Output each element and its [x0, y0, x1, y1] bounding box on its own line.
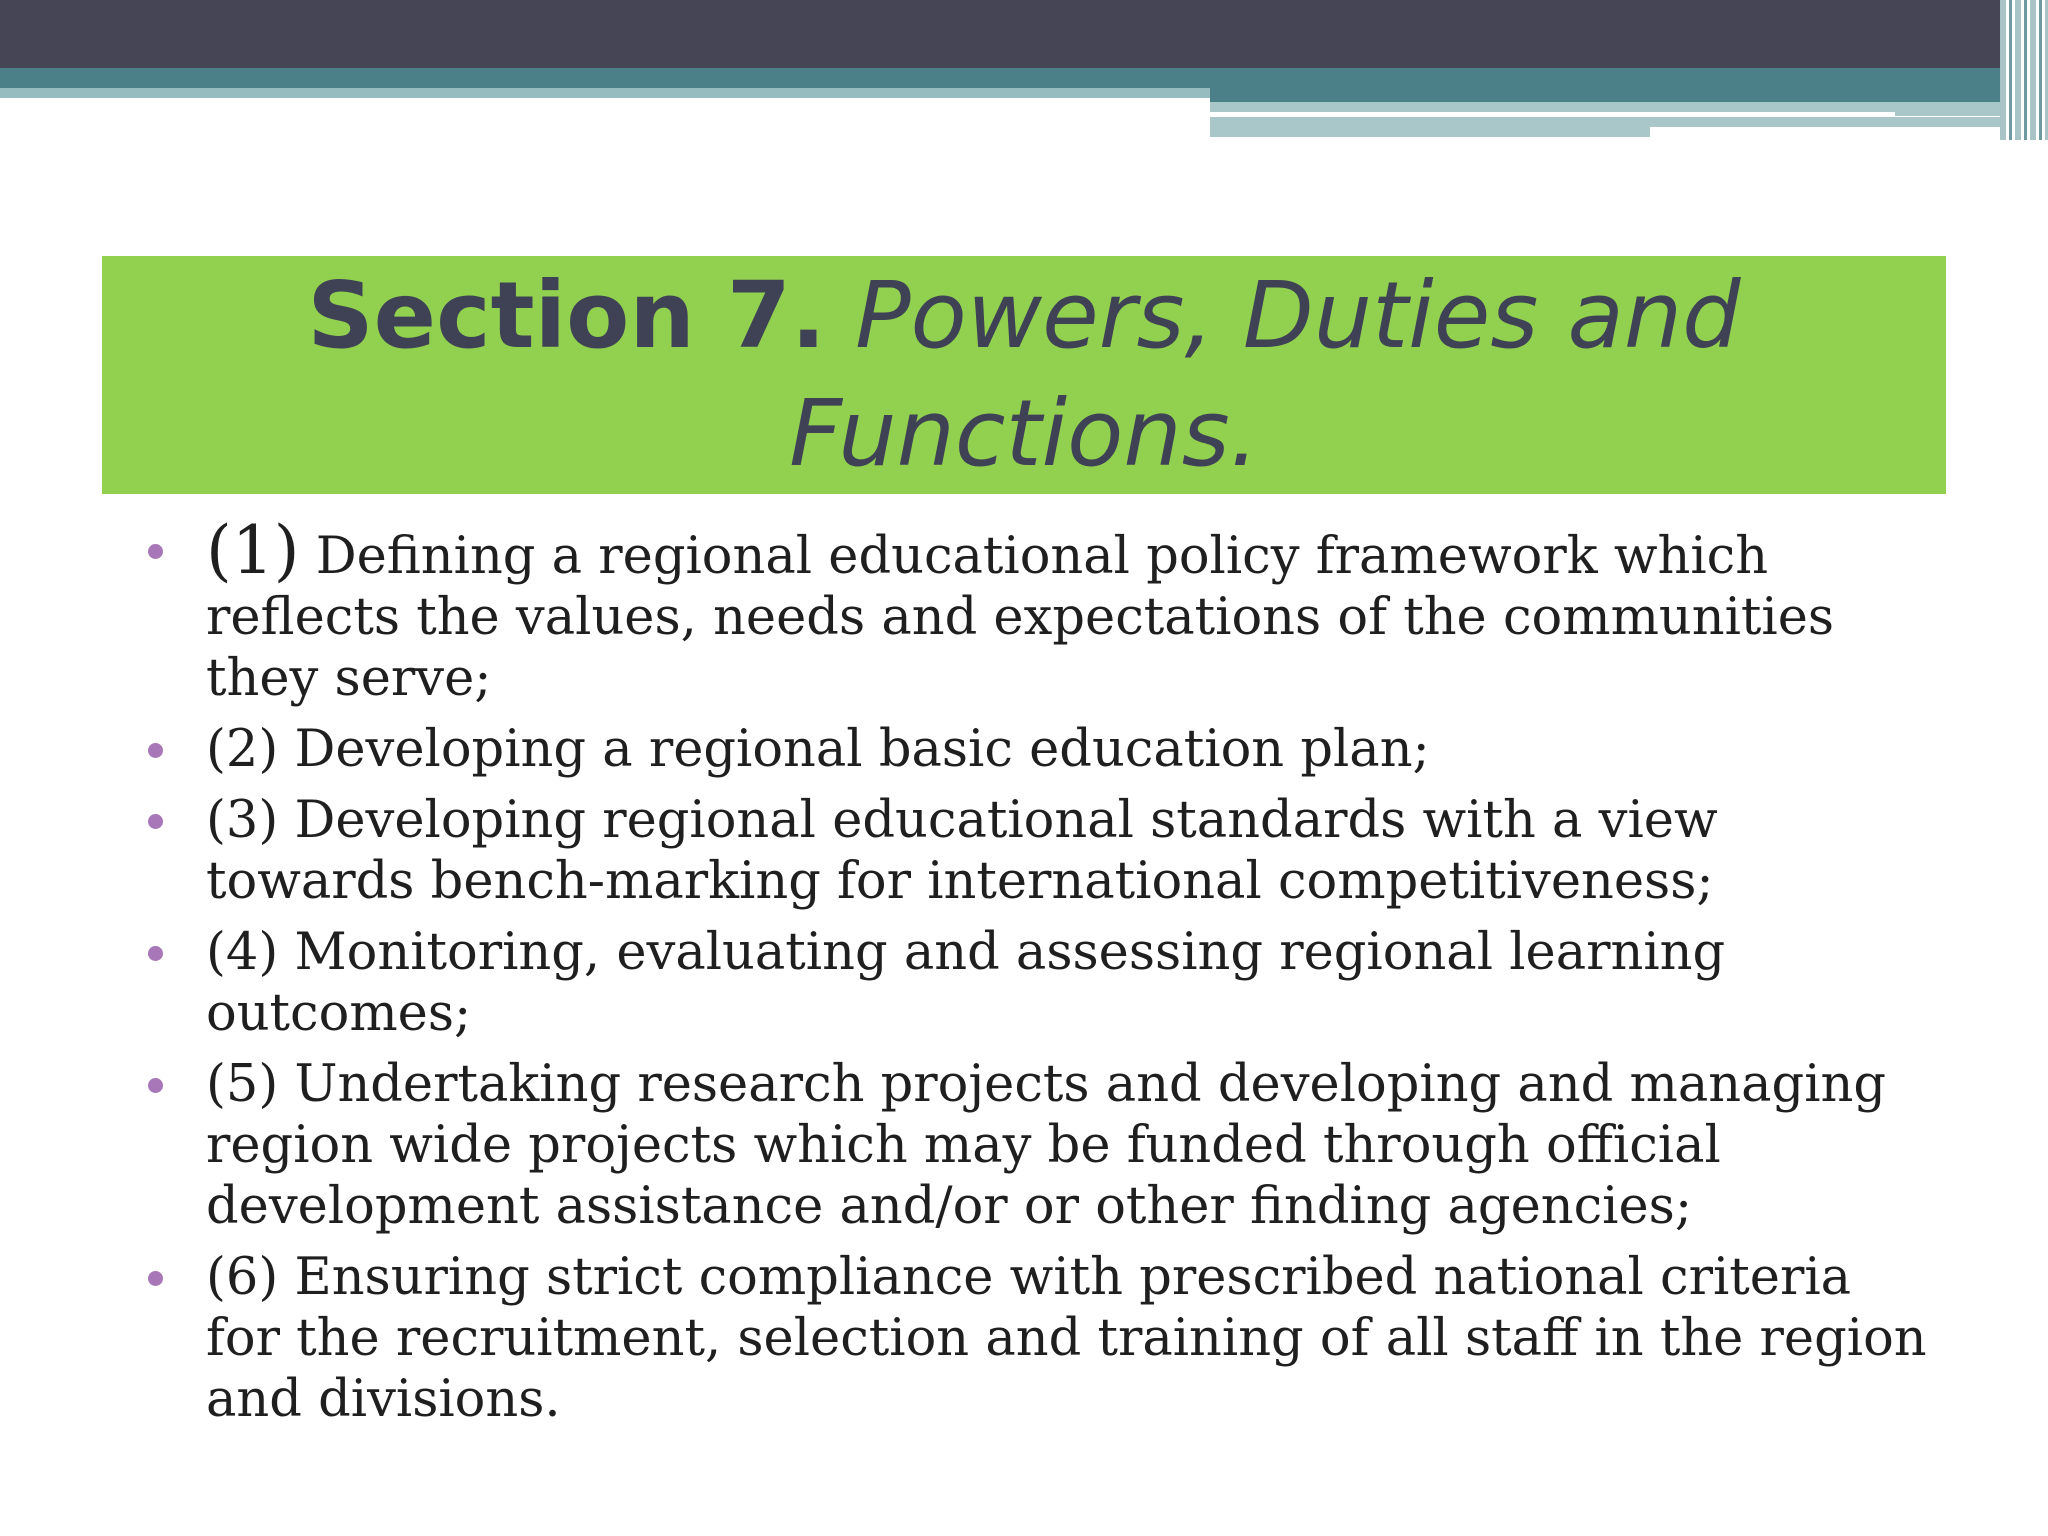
- bullet-dot-icon: [148, 544, 163, 559]
- bullet-number: (5): [206, 1055, 279, 1114]
- bullet-text: Defining a regional educational policy framework which reflects the values, needs and expectations of the communities they serve;: [206, 527, 1835, 708]
- slide-title-box: [102, 256, 1946, 494]
- bullet-item-6: [140, 1247, 1940, 1430]
- bullet-list: [140, 512, 1940, 1440]
- bullet-item-4: [140, 922, 1940, 1044]
- bullet-dot-icon: [148, 1271, 163, 1286]
- bullet-dot-icon: [148, 1078, 163, 1093]
- bullet-text: Monitoring, evaluating and assessing regional learning outcomes;: [206, 923, 1726, 1043]
- bullet-number: (3): [206, 791, 279, 850]
- bullet-item-1: [140, 512, 1940, 709]
- teal-decorative-band: [0, 68, 2048, 88]
- light-decorative-band: [0, 88, 1210, 98]
- bullet-text: Ensuring strict compliance with prescribed national criteria for the recruitment, selection and training of all staff in the region and divisions.: [206, 1248, 1927, 1429]
- slide-title: [102, 257, 1946, 493]
- bullet-number: (2): [206, 720, 279, 779]
- bullet-dot-icon: [148, 743, 163, 758]
- right-teal-accent: [1210, 88, 2000, 102]
- bullet-text: Developing a regional basic education plan;: [278, 720, 1430, 779]
- right-pale-accent-end: [1650, 117, 2000, 127]
- bullet-item-5: [140, 1054, 1940, 1237]
- bullet-item-2: [140, 719, 1940, 780]
- bullet-text: Developing regional educational standards with a view towards bench-marking for international competitiveness;: [206, 791, 1718, 911]
- bullet-dot-icon: [148, 946, 163, 961]
- bullet-number: (6): [206, 1248, 279, 1307]
- top-decorative-band: [0, 0, 2048, 68]
- right-pale-accent-lower: [1210, 117, 1650, 137]
- corner-stripes-decoration: [2000, 0, 2048, 140]
- bullet-number: (1): [206, 512, 300, 589]
- title-section-name: Powers, Duties and Functions.: [789, 262, 1741, 487]
- title-section-number: Section 7.: [307, 262, 826, 369]
- bullet-dot-icon: [148, 814, 163, 829]
- bullet-item-3: [140, 790, 1940, 912]
- bullet-text: Undertaking research projects and developing and managing region wide projects which may be funded through official development assistance and/or or other finding agencies;: [206, 1055, 1886, 1236]
- bullet-number: (4): [206, 923, 279, 982]
